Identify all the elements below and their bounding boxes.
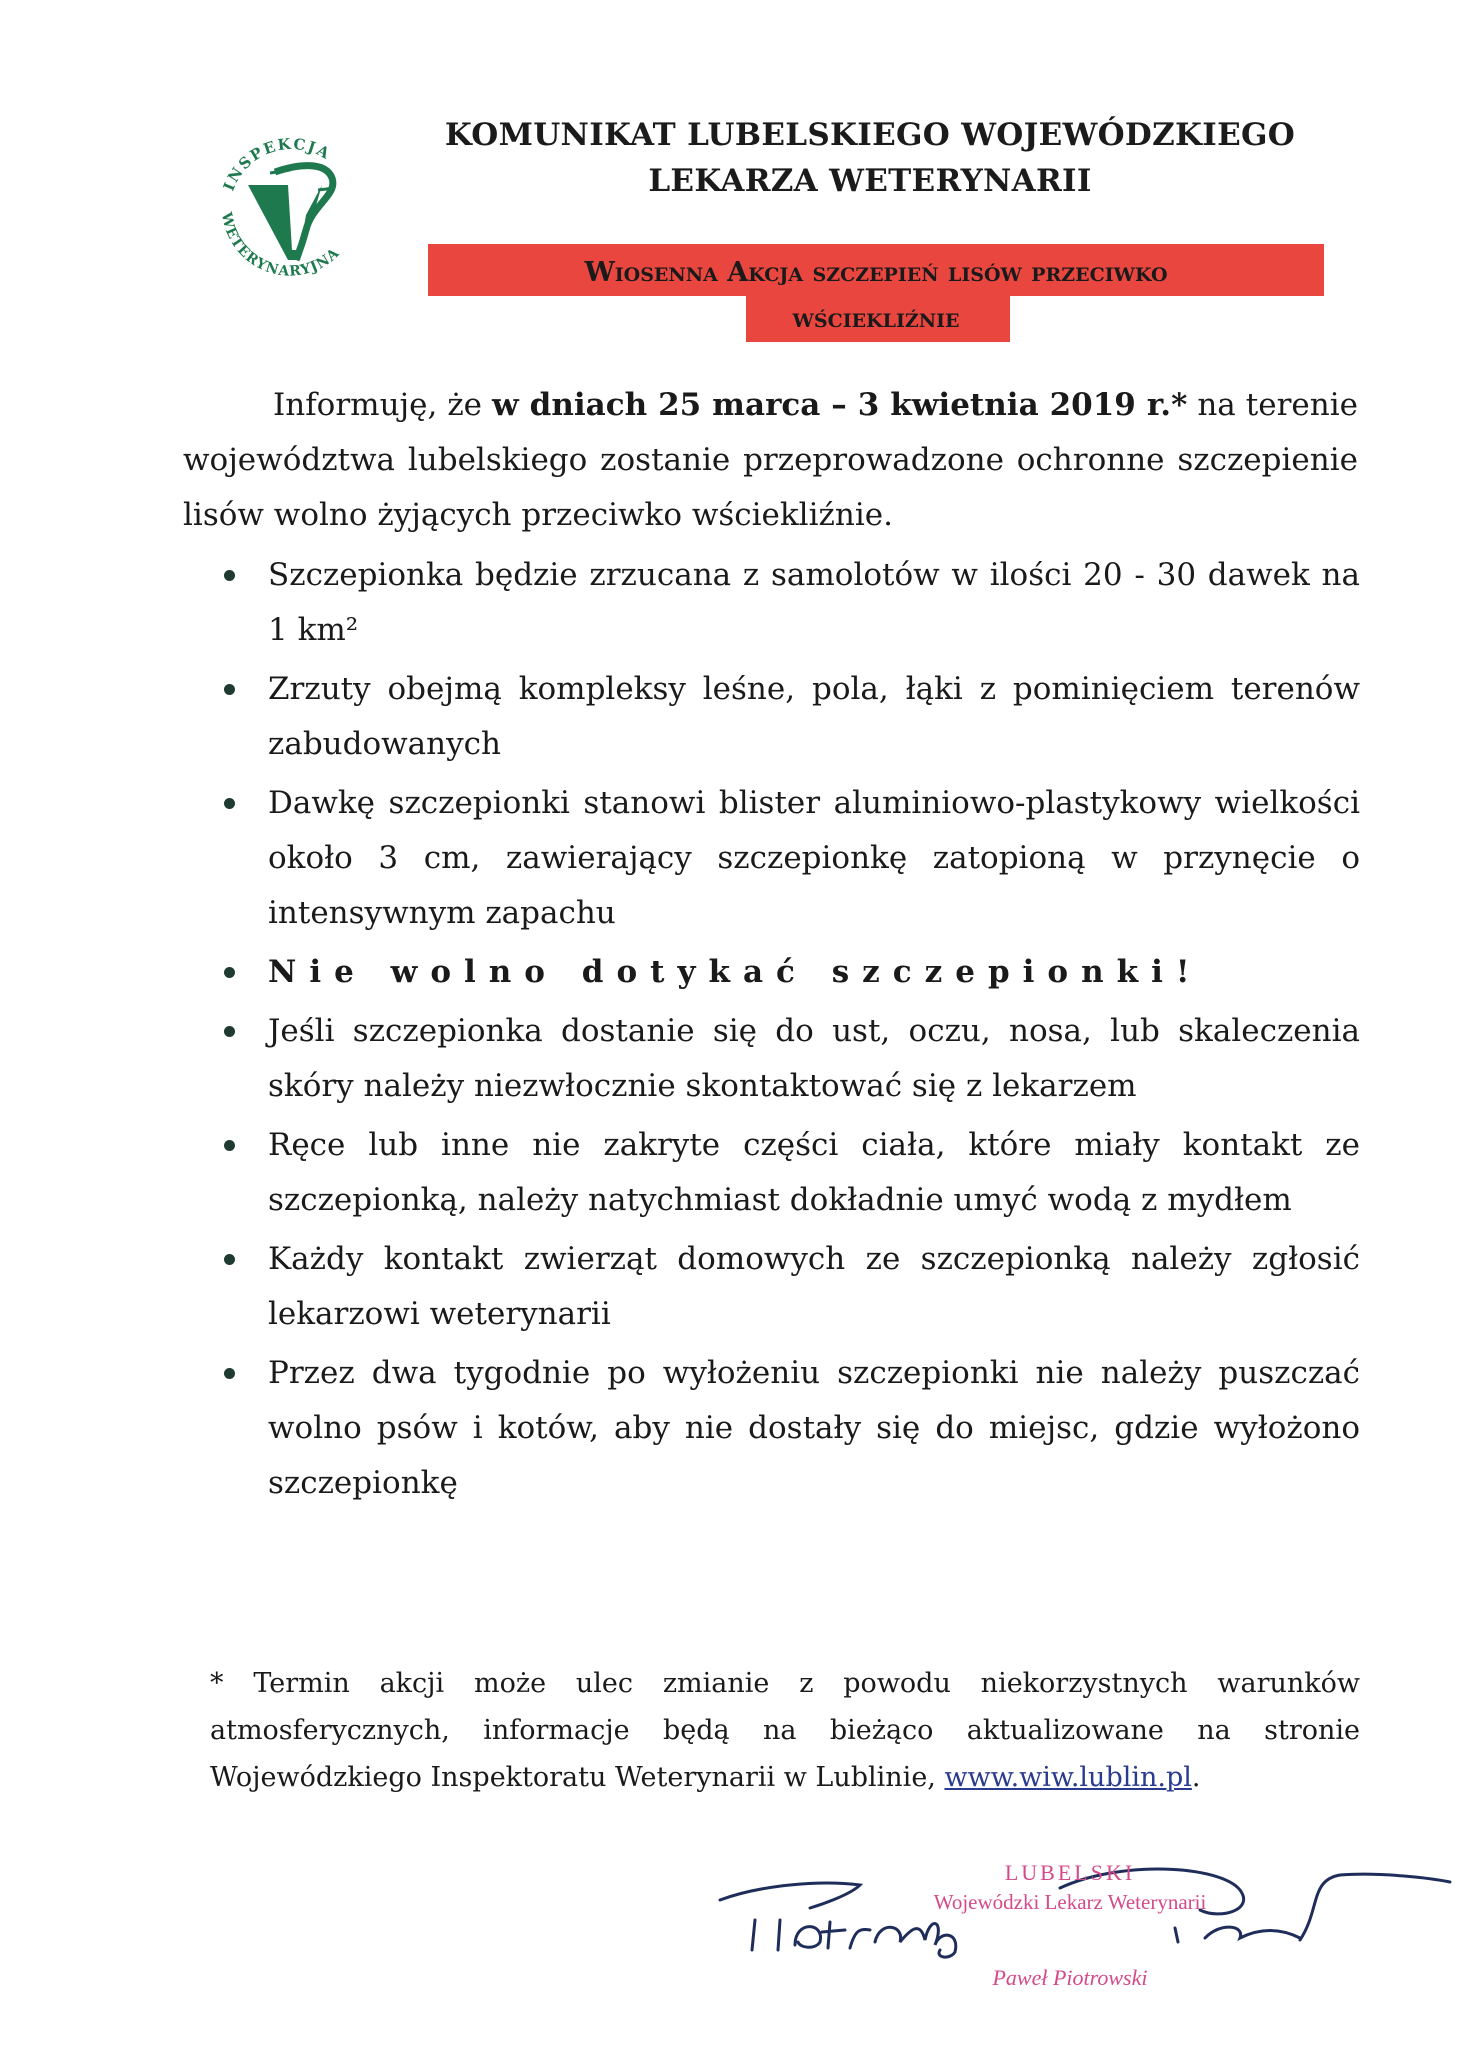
bullet-icon: [224, 1140, 235, 1151]
logo-top-text: INSPEKCJA: [219, 134, 335, 194]
list-item: Dawkę szczepionki stanowi blister aluminiowo-plastykowy wielkości około 3 cm, zawierający szczepionkę zatopioną w przynęcie o intensywnym zapachu: [220, 776, 1360, 941]
footnote-text: * Termin akcji może ulec zmianie z powodu niekorzystnych warunków atmosferycznych, informacje będą na bieżąco aktualizowane na stronie Wojewódzkiego Inspektoratu Weterynarii w Lublinie,: [210, 1668, 1360, 1793]
bullet-icon: [224, 967, 235, 978]
official-stamp: [860, 1860, 1280, 1991]
bullet-icon: [224, 1254, 235, 1265]
stamp-position: Wojewódzki Lekarz Weterynarii: [933, 1890, 1207, 1914]
intro-suffix: na terenie województwa lubelskiego zostanie przeprowadzone ochronne szczepienie lisów wolno żyjących przeciwko wściekliźnie.: [183, 387, 1358, 533]
banner-line-2: wściekliźnie: [792, 303, 960, 334]
intro-dates: w dniach 25 marca – 3 kwietnia 2019 r.*: [492, 387, 1188, 423]
title-line-2: LEKARZA WETERYNARII: [648, 163, 1092, 199]
bullet-icon: [224, 798, 235, 809]
list-item: Każdy kontakt zwierząt domowych ze szczepionką należy zgłosić lekarzowi weterynarii: [220, 1232, 1360, 1342]
intro-prefix: Informuję, że: [273, 387, 493, 423]
bullet-icon: [224, 1368, 235, 1379]
campaign-banner: [428, 250, 1324, 342]
stamp-name: Paweł Piotrowski: [992, 1965, 1148, 1990]
bullet-icon: [224, 684, 235, 695]
inspekcja-weterynaryjna-logo: [200, 110, 380, 290]
instructions-list: [220, 548, 1360, 1515]
list-item: Jeśli szczepionka dostanie się do ust, oczu, nosa, lub skaleczenia skóry należy niezwłocznie skontaktować się z lekarzem: [220, 1004, 1360, 1114]
logo-emblem-icon: [200, 110, 380, 290]
list-item: Szczepionka będzie zrzucana z samolotów w ilości 20 - 30 dawek na 1 km²: [220, 548, 1360, 658]
title-line-1: KOMUNIKAT LUBELSKIEGO WOJEWÓDZKIEGO: [444, 117, 1296, 153]
list-item: Ręce lub inne nie zakryte części ciała, które miały kontakt ze szczepionką, należy natychmiast dokładnie umyć wodą z mydłem: [220, 1118, 1360, 1228]
website-link[interactable]: www.wiw.lublin.pl: [944, 1762, 1192, 1793]
list-item: Przez dwa tygodnie po wyłożeniu szczepionki nie należy puszczać wolno psów i kotów, aby nie dostały się do miejsc, gdzie wyłożono szczepionkę: [220, 1346, 1360, 1511]
bullet-icon: [224, 570, 235, 581]
stamp-title: LUBELSKI: [1004, 1860, 1136, 1885]
banner-line-1: Wiosenna Akcja szczepień lisów przeciwko: [584, 257, 1168, 288]
footnote: * Termin akcji może ulec zmianie z powodu niekorzystnych warunków atmosferycznych, informacje będą na bieżąco aktualizowane na stronie Wojewódzkiego Inspektoratu Weterynarii w Lublinie, www.wiw.lublin.pl.: [210, 1668, 1360, 1793]
logo-bottom-text: WETERYNARYJNA: [217, 211, 343, 280]
document-title: [420, 112, 1320, 204]
intro-paragraph: [183, 378, 1358, 543]
bullet-icon: [224, 1026, 235, 1037]
list-item-warning: Nie wolno dotykać szczepionki!: [220, 945, 1360, 1000]
list-item: Zrzuty obejmą kompleksy leśne, pola, łąki z pominięciem terenów zabudowanych: [220, 662, 1360, 772]
